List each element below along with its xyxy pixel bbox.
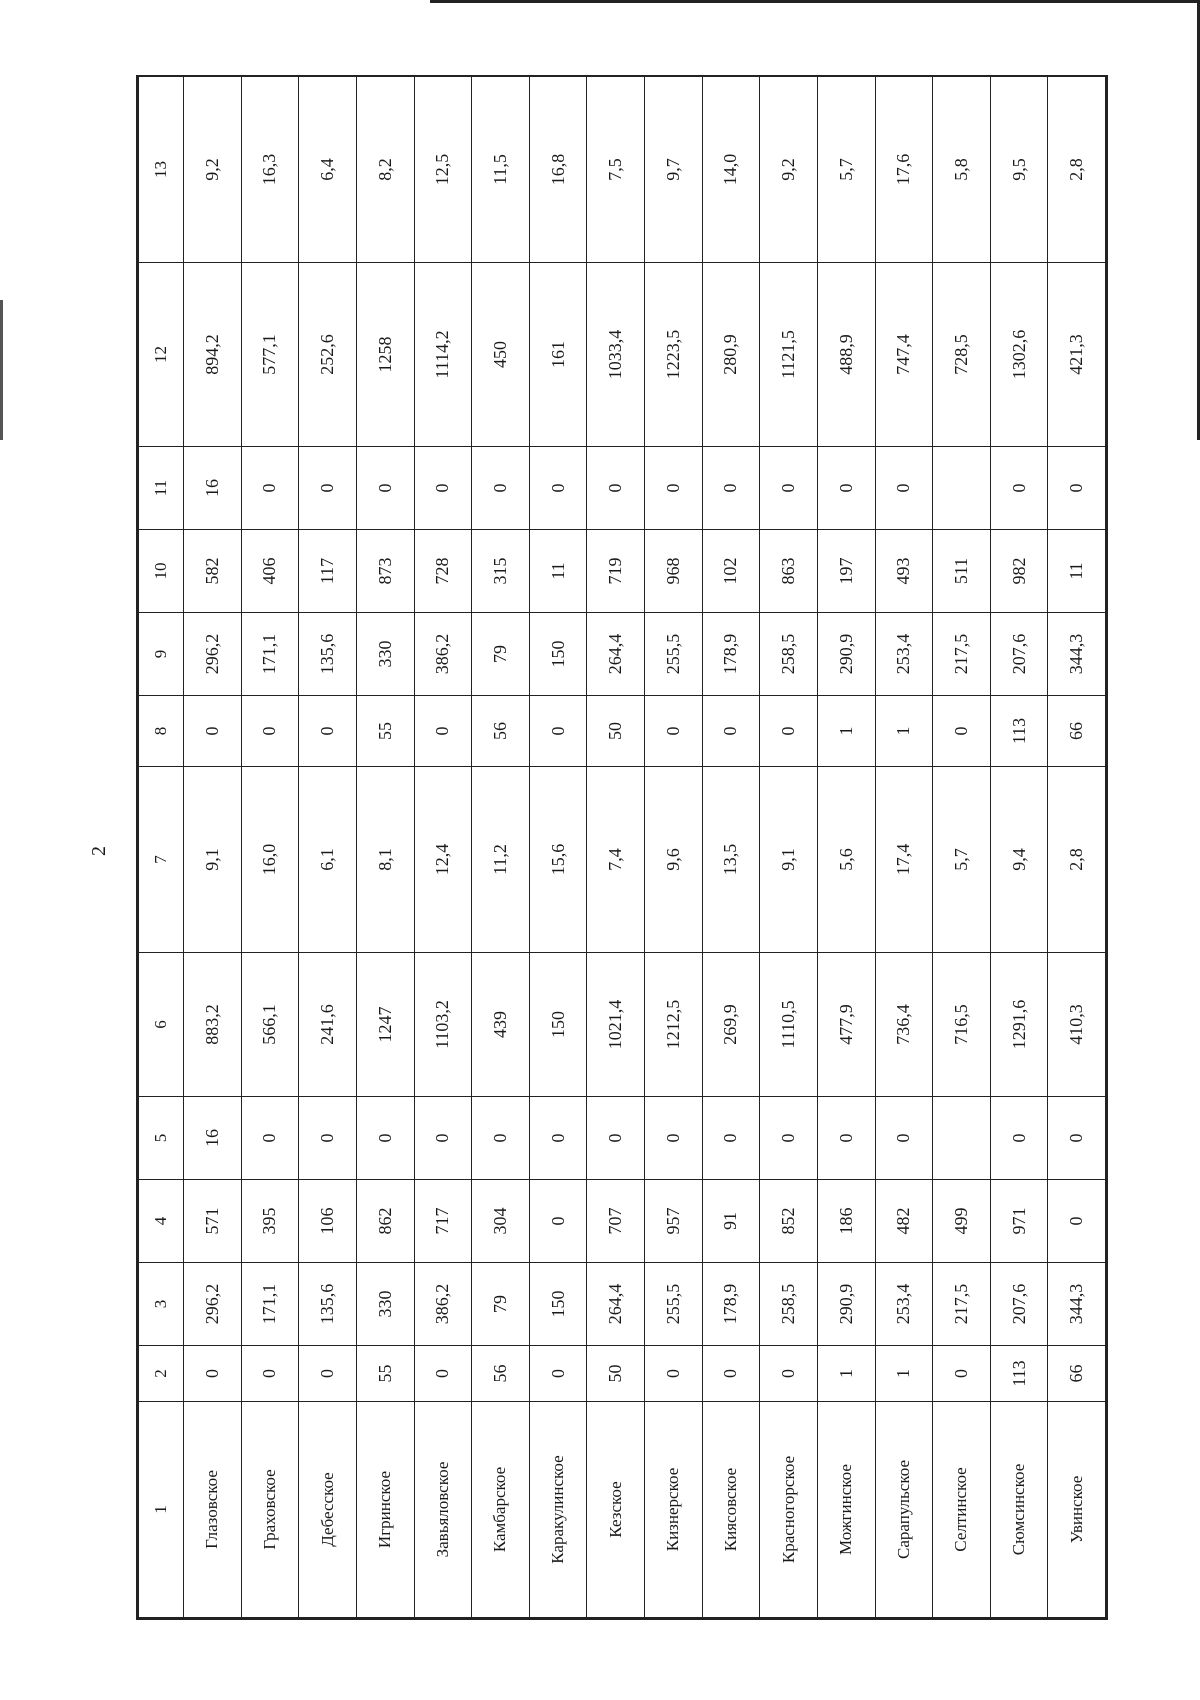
value-cell: 7,5 — [587, 77, 645, 263]
value-cell: 264,4 — [587, 1263, 645, 1346]
value-cell: 9,6 — [645, 767, 703, 953]
table-row — [1048, 77, 1106, 1618]
value-cell: 207,6 — [990, 613, 1048, 696]
value-cell: 66 — [1048, 1346, 1106, 1402]
value-cell: 217,5 — [933, 1263, 991, 1346]
value-cell: 5,7 — [933, 767, 991, 953]
value-cell: 9,5 — [990, 77, 1048, 263]
district-name-cell: Кезское — [587, 1402, 645, 1618]
value-cell: 421,3 — [1048, 263, 1106, 447]
value-cell: 0 — [990, 1097, 1048, 1180]
value-cell: 1247 — [356, 953, 414, 1097]
value-cell: 171,1 — [241, 1263, 299, 1346]
value-cell: 0 — [414, 696, 472, 767]
value-cell: 0 — [645, 696, 703, 767]
value-cell: 11,5 — [472, 77, 530, 263]
value-cell: 9,4 — [990, 767, 1048, 953]
value-cell: 1 — [875, 1346, 933, 1402]
value-cell: 9,7 — [645, 77, 703, 263]
value-cell: 79 — [472, 1263, 530, 1346]
value-cell: 728,5 — [933, 263, 991, 447]
value-cell: 252,6 — [299, 263, 357, 447]
column-header-2: 2 — [139, 1346, 184, 1402]
value-cell: 0 — [184, 1346, 242, 1402]
value-cell: 577,1 — [241, 263, 299, 447]
value-cell: 16,0 — [241, 767, 299, 953]
value-cell: 217,5 — [933, 613, 991, 696]
value-cell: 0 — [760, 696, 818, 767]
value-cell: 0 — [760, 447, 818, 530]
value-cell: 971 — [990, 1180, 1048, 1263]
value-cell: 11 — [1048, 530, 1106, 613]
value-cell: 0 — [356, 447, 414, 530]
value-cell: 9,1 — [760, 767, 818, 953]
value-cell: 0 — [529, 1180, 587, 1263]
value-cell: 1258 — [356, 263, 414, 447]
value-cell: 0 — [875, 1097, 933, 1180]
header-row — [139, 77, 184, 1618]
value-cell: 135,6 — [299, 1263, 357, 1346]
value-cell: 50 — [587, 1346, 645, 1402]
table-row — [645, 77, 703, 1618]
value-cell: 0 — [875, 447, 933, 530]
value-cell: 1 — [875, 696, 933, 767]
column-header-10: 10 — [139, 530, 184, 613]
value-cell: 135,6 — [299, 613, 357, 696]
value-cell: 186 — [817, 1180, 875, 1263]
column-header-3: 3 — [139, 1263, 184, 1346]
value-cell: 0 — [299, 1097, 357, 1180]
value-cell: 0 — [241, 696, 299, 767]
value-cell: 406 — [241, 530, 299, 613]
value-cell: 8,1 — [356, 767, 414, 953]
value-cell: 55 — [356, 1346, 414, 1402]
district-name-cell: Камбарское — [472, 1402, 530, 1618]
column-header-5: 5 — [139, 1097, 184, 1180]
district-name-cell: Завьяловское — [414, 1402, 472, 1618]
value-cell: 450 — [472, 263, 530, 447]
value-cell: 0 — [817, 1097, 875, 1180]
value-cell: 0 — [933, 696, 991, 767]
value-cell: 0 — [702, 1346, 760, 1402]
value-cell: 0 — [587, 1097, 645, 1180]
value-cell: 106 — [299, 1180, 357, 1263]
value-cell: 488,9 — [817, 263, 875, 447]
district-name-cell: Дебесское — [299, 1402, 357, 1618]
value-cell: 79 — [472, 613, 530, 696]
district-name-cell: Селтинское — [933, 1402, 991, 1618]
value-cell: 178,9 — [702, 1263, 760, 1346]
scan-edge-top — [430, 0, 1200, 3]
value-cell: 178,9 — [702, 613, 760, 696]
value-cell — [933, 1097, 991, 1180]
value-cell: 304 — [472, 1180, 530, 1263]
data-table-frame — [136, 75, 1108, 1620]
value-cell: 150 — [529, 1263, 587, 1346]
value-cell: 241,6 — [299, 953, 357, 1097]
value-cell: 0 — [299, 447, 357, 530]
value-cell: 0 — [241, 1097, 299, 1180]
value-cell: 12,4 — [414, 767, 472, 953]
value-cell: 171,1 — [241, 613, 299, 696]
district-name-cell: Сюмсинское — [990, 1402, 1048, 1618]
table-row — [414, 77, 472, 1618]
value-cell: 296,2 — [184, 1263, 242, 1346]
value-cell: 0 — [702, 447, 760, 530]
value-cell: 1103,2 — [414, 953, 472, 1097]
column-header-8: 8 — [139, 696, 184, 767]
column-header-7: 7 — [139, 767, 184, 953]
table-row — [817, 77, 875, 1618]
value-cell: 102 — [702, 530, 760, 613]
value-cell: 1 — [817, 696, 875, 767]
value-cell: 16 — [184, 1097, 242, 1180]
value-cell: 728 — [414, 530, 472, 613]
value-cell: 386,2 — [414, 613, 472, 696]
value-cell: 957 — [645, 1180, 703, 1263]
table-row — [241, 77, 299, 1618]
value-cell: 2,8 — [1048, 767, 1106, 953]
value-cell: 255,5 — [645, 613, 703, 696]
value-cell: 253,4 — [875, 1263, 933, 1346]
value-cell: 482 — [875, 1180, 933, 1263]
district-name-cell: Киясовское — [702, 1402, 760, 1618]
value-cell: 12,5 — [414, 77, 472, 263]
table-row — [529, 77, 587, 1618]
table-row — [875, 77, 933, 1618]
value-cell: 736,4 — [875, 953, 933, 1097]
value-cell: 1 — [817, 1346, 875, 1402]
value-cell: 0 — [1048, 1097, 1106, 1180]
table-row — [299, 77, 357, 1618]
table-row — [184, 77, 242, 1618]
value-cell: 0 — [472, 1097, 530, 1180]
value-cell: 1302,6 — [990, 263, 1048, 447]
value-cell: 1223,5 — [645, 263, 703, 447]
value-cell: 0 — [645, 1346, 703, 1402]
table-body — [184, 77, 1106, 1618]
value-cell: 15,6 — [529, 767, 587, 953]
value-cell: 0 — [414, 447, 472, 530]
scan-edge-left — [0, 300, 3, 440]
value-cell: 5,8 — [933, 77, 991, 263]
value-cell: 873 — [356, 530, 414, 613]
value-cell: 716,5 — [933, 953, 991, 1097]
value-cell: 113 — [990, 696, 1048, 767]
value-cell: 582 — [184, 530, 242, 613]
district-name-cell: Каракулинское — [529, 1402, 587, 1618]
column-header-6: 6 — [139, 953, 184, 1097]
value-cell: 0 — [587, 447, 645, 530]
value-cell: 269,9 — [702, 953, 760, 1097]
value-cell: 14,0 — [702, 77, 760, 263]
value-cell: 11 — [529, 530, 587, 613]
column-header-1: 1 — [139, 1402, 184, 1618]
data-table — [138, 76, 1106, 1618]
value-cell: 0 — [529, 447, 587, 530]
value-cell: 5,6 — [817, 767, 875, 953]
value-cell: 290,9 — [817, 613, 875, 696]
value-cell: 258,5 — [760, 613, 818, 696]
value-cell: 50 — [587, 696, 645, 767]
value-cell: 56 — [472, 696, 530, 767]
value-cell: 0 — [760, 1097, 818, 1180]
value-cell: 0 — [702, 696, 760, 767]
value-cell: 7,4 — [587, 767, 645, 953]
table-row — [356, 77, 414, 1618]
table-row — [990, 77, 1048, 1618]
value-cell: 296,2 — [184, 613, 242, 696]
value-cell: 1114,2 — [414, 263, 472, 447]
value-cell: 499 — [933, 1180, 991, 1263]
value-cell: 6,1 — [299, 767, 357, 953]
value-cell: 11,2 — [472, 767, 530, 953]
district-name-cell: Увинское — [1048, 1402, 1106, 1618]
value-cell: 863 — [760, 530, 818, 613]
value-cell: 207,6 — [990, 1263, 1048, 1346]
district-name-cell: Можгинское — [817, 1402, 875, 1618]
value-cell — [933, 447, 991, 530]
value-cell: 719 — [587, 530, 645, 613]
value-cell: 0 — [1048, 447, 1106, 530]
value-cell: 8,2 — [356, 77, 414, 263]
value-cell: 315 — [472, 530, 530, 613]
value-cell: 1021,4 — [587, 953, 645, 1097]
value-cell: 862 — [356, 1180, 414, 1263]
value-cell: 344,3 — [1048, 613, 1106, 696]
value-cell: 717 — [414, 1180, 472, 1263]
value-cell: 0 — [529, 1097, 587, 1180]
value-cell: 0 — [702, 1097, 760, 1180]
value-cell: 0 — [529, 696, 587, 767]
value-cell: 0 — [241, 1346, 299, 1402]
value-cell: 17,4 — [875, 767, 933, 953]
value-cell: 0 — [414, 1346, 472, 1402]
value-cell: 571 — [184, 1180, 242, 1263]
value-cell: 197 — [817, 530, 875, 613]
district-name-cell: Граховское — [241, 1402, 299, 1618]
value-cell: 0 — [299, 1346, 357, 1402]
district-name-cell: Кизнерское — [645, 1402, 703, 1618]
value-cell: 511 — [933, 530, 991, 613]
column-header-13: 13 — [139, 77, 184, 263]
value-cell: 894,2 — [184, 263, 242, 447]
value-cell: 91 — [702, 1180, 760, 1263]
value-cell: 0 — [645, 447, 703, 530]
value-cell: 439 — [472, 953, 530, 1097]
column-header-9: 9 — [139, 613, 184, 696]
value-cell: 493 — [875, 530, 933, 613]
value-cell: 6,4 — [299, 77, 357, 263]
value-cell: 344,3 — [1048, 1263, 1106, 1346]
value-cell: 113 — [990, 1346, 1048, 1402]
value-cell: 0 — [184, 696, 242, 767]
value-cell: 1121,5 — [760, 263, 818, 447]
value-cell: 9,2 — [184, 77, 242, 263]
value-cell: 0 — [414, 1097, 472, 1180]
value-cell: 280,9 — [702, 263, 760, 447]
value-cell: 477,9 — [817, 953, 875, 1097]
value-cell: 0 — [990, 447, 1048, 530]
district-name-cell: Игринское — [356, 1402, 414, 1618]
column-header-12: 12 — [139, 263, 184, 447]
value-cell: 0 — [241, 447, 299, 530]
value-cell: 5,7 — [817, 77, 875, 263]
value-cell: 386,2 — [414, 1263, 472, 1346]
value-cell: 161 — [529, 263, 587, 447]
value-cell: 255,5 — [645, 1263, 703, 1346]
value-cell: 1212,5 — [645, 953, 703, 1097]
value-cell: 56 — [472, 1346, 530, 1402]
value-cell: 0 — [472, 447, 530, 530]
value-cell: 0 — [933, 1346, 991, 1402]
value-cell: 395 — [241, 1180, 299, 1263]
value-cell: 330 — [356, 1263, 414, 1346]
value-cell: 0 — [529, 1346, 587, 1402]
value-cell: 852 — [760, 1180, 818, 1263]
value-cell: 66 — [1048, 696, 1106, 767]
value-cell: 2,8 — [1048, 77, 1106, 263]
value-cell: 117 — [299, 530, 357, 613]
value-cell: 264,4 — [587, 613, 645, 696]
value-cell: 150 — [529, 953, 587, 1097]
value-cell: 707 — [587, 1180, 645, 1263]
value-cell: 9,2 — [760, 77, 818, 263]
value-cell: 55 — [356, 696, 414, 767]
value-cell: 290,9 — [817, 1263, 875, 1346]
district-name-cell: Глазовское — [184, 1402, 242, 1618]
value-cell: 0 — [817, 447, 875, 530]
table-row — [933, 77, 991, 1618]
value-cell: 0 — [356, 1097, 414, 1180]
page-number: 2 — [87, 846, 110, 856]
value-cell: 1291,6 — [990, 953, 1048, 1097]
value-cell: 968 — [645, 530, 703, 613]
column-header-4: 4 — [139, 1180, 184, 1263]
value-cell: 0 — [645, 1097, 703, 1180]
value-cell: 16,8 — [529, 77, 587, 263]
value-cell: 330 — [356, 613, 414, 696]
table-row — [472, 77, 530, 1618]
value-cell: 0 — [760, 1346, 818, 1402]
value-cell: 16,3 — [241, 77, 299, 263]
table-row — [760, 77, 818, 1618]
value-cell: 982 — [990, 530, 1048, 613]
value-cell: 747,4 — [875, 263, 933, 447]
value-cell: 0 — [1048, 1180, 1106, 1263]
value-cell: 17,6 — [875, 77, 933, 263]
value-cell: 16 — [184, 447, 242, 530]
value-cell: 258,5 — [760, 1263, 818, 1346]
value-cell: 883,2 — [184, 953, 242, 1097]
rotated-table-wrapper — [138, 77, 1106, 1618]
column-header-11: 11 — [139, 447, 184, 530]
value-cell: 566,1 — [241, 953, 299, 1097]
value-cell: 0 — [299, 696, 357, 767]
table-row — [702, 77, 760, 1618]
value-cell: 253,4 — [875, 613, 933, 696]
value-cell: 13,5 — [702, 767, 760, 953]
value-cell: 1033,4 — [587, 263, 645, 447]
district-name-cell: Сарапульское — [875, 1402, 933, 1618]
value-cell: 9,1 — [184, 767, 242, 953]
value-cell: 150 — [529, 613, 587, 696]
value-cell: 410,3 — [1048, 953, 1106, 1097]
district-name-cell: Красногорское — [760, 1402, 818, 1618]
value-cell: 1110,5 — [760, 953, 818, 1097]
table-row — [587, 77, 645, 1618]
